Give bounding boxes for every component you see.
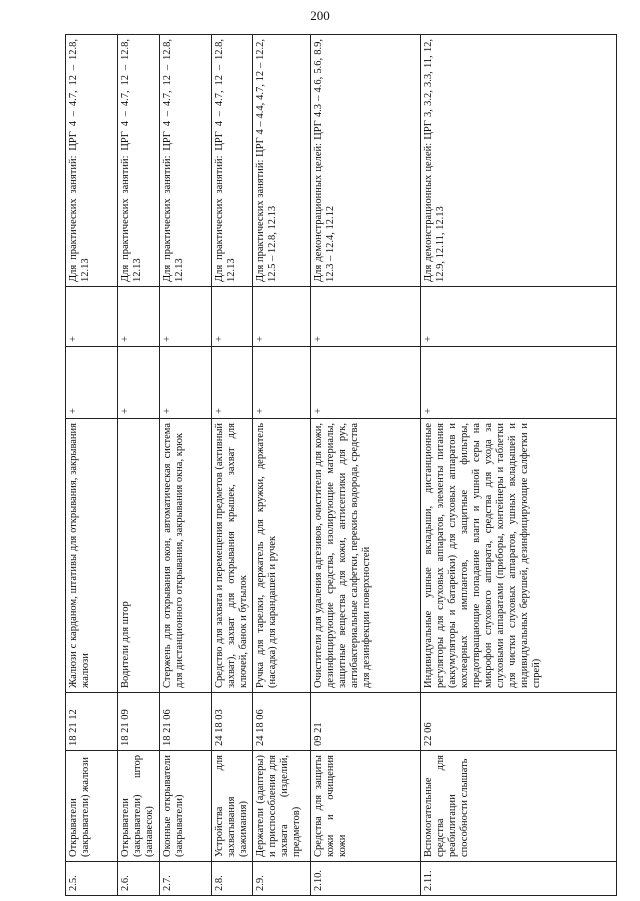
row-code: 18 21 06 [160, 693, 212, 751]
row-number: 2.6. [118, 862, 160, 896]
row-code: 18 21 09 [118, 693, 160, 751]
row-purpose: Для практических занятий: ЦРГ 4 – 4.7, 12 – 12.8, 12.13 [118, 35, 160, 287]
row-mark: + [253, 347, 311, 419]
row-mark: + [311, 347, 421, 419]
row-purpose: Для демонстрационных целей: ЦРГ 4.3 – 4.6, 5.6, 8.9, 12.3 – 12.4, 12.12 [311, 35, 421, 287]
row-name: Средства для защиты кожи и очищения кожи [311, 751, 421, 862]
row-number: 2.10. [311, 862, 421, 896]
row-name: Открыватели (закрыватели) штор (занавесок) [118, 751, 160, 862]
row-mark: + [212, 347, 253, 419]
table-row [253, 35, 311, 896]
row-mark: + [421, 287, 617, 347]
row-purpose: Для демонстрационных целей: ЦРГ 3, 3.2, 3.3, 11, 12, 12.9, 12.11, 12.13 [421, 35, 617, 287]
row-number: 2.11. [421, 862, 617, 896]
row-mark: + [66, 347, 118, 419]
row-code: 24 18 03 [212, 693, 253, 751]
row-code: 24 18 06 [253, 693, 311, 751]
row-description: Индивидуальные ушные вкладыши, дистанционные регуляторы для слуховых аппаратов, элементы питания (аккумуляторы и батарейки) для слуховых аппаратов и кохлеарных имплантов, защитные фильтры, предотвращающие попадание влаги и ушной серы на микрофон слухового аппарата, средства для ухода за слуховыми аппаратами (приборы, контейнеры и таблетки для чистки слуховых аппаратов, ушных вкладышей и индивидуальных берушей, дезинфицирующие салфетки и спрей) [421, 419, 617, 693]
row-mark: + [212, 287, 253, 347]
row-code: 22 06 [421, 693, 617, 751]
row-number: 2.9. [253, 862, 311, 896]
row-description: Средство для захвата и перемещения предметов (активный захват), захват для открывания крышек, захват для ключей, банок и бутылок [212, 419, 253, 693]
row-mark: + [253, 287, 311, 347]
row-number: 2.5. [66, 862, 118, 896]
row-name: Оконные открыватели (закрыватели) [160, 751, 212, 862]
row-name: Устройства для захватывания (зажимания) [212, 751, 253, 862]
row-number: 2.7. [160, 862, 212, 896]
row-description: Водители для штор [118, 419, 160, 693]
table-row [311, 35, 421, 896]
table-row [212, 35, 253, 896]
row-name: Открыватели (закрыватели) жалюзи [66, 751, 118, 862]
row-purpose: Для практических занятий: ЦРГ 4 – 4.4, 4.7, 12 – 12.2, 12.5 – 12.8, 12.13 [253, 35, 311, 287]
row-mark: + [160, 287, 212, 347]
row-mark: + [421, 347, 617, 419]
table-row [421, 35, 617, 896]
row-purpose: Для практических занятий: ЦРГ 4 – 4.7, 12 – 12.8, 12.13 [66, 35, 118, 287]
row-description: Очистители для удаления адгезивов, очистители для кожи, дезинфицирующие средства, изолирующие материалы, защитные вещества для кожи, антисептики для рук, антибактериальные салфетки, перекись водорода, средства для дезинфекции поверхностей [311, 419, 421, 693]
row-code: 18 21 12 [66, 693, 118, 751]
row-mark: + [311, 287, 421, 347]
table-row [118, 35, 160, 896]
row-name: Держатели (адаптеры) и приспособления для захвата (изделий, предметов) [253, 751, 311, 862]
row-mark: + [118, 347, 160, 419]
row-mark: + [160, 347, 212, 419]
rotated-table-container [65, 35, 615, 896]
table-row [66, 35, 118, 896]
page-number: 200 [310, 8, 330, 23]
row-description: Ручка для тарелки, держатель для кружки, держатель (насадка) для карандашей и ручек [253, 419, 311, 693]
row-purpose: Для практических занятий: ЦРГ 4 – 4.7, 12 – 12.8, 12.13 [160, 35, 212, 287]
table-row [160, 35, 212, 896]
equipment-table [65, 34, 617, 896]
row-description: Жалюзи с карданом, штативы для открывания, закрывания жалюзи [66, 419, 118, 693]
row-name: Вспомогательные средства для реабилитации способности слышать [421, 751, 617, 862]
row-code: 09 21 [311, 693, 421, 751]
row-number: 2.8. [212, 862, 253, 896]
row-mark: + [118, 287, 160, 347]
row-description: Стержень для открывания окон, автоматическая система для дистанционного открывания, закрывания окна, крюк [160, 419, 212, 693]
row-mark: + [66, 287, 118, 347]
row-purpose: Для практических занятий: ЦРГ 4 – 4.7, 12 – 12.8, 12.13 [212, 35, 253, 287]
